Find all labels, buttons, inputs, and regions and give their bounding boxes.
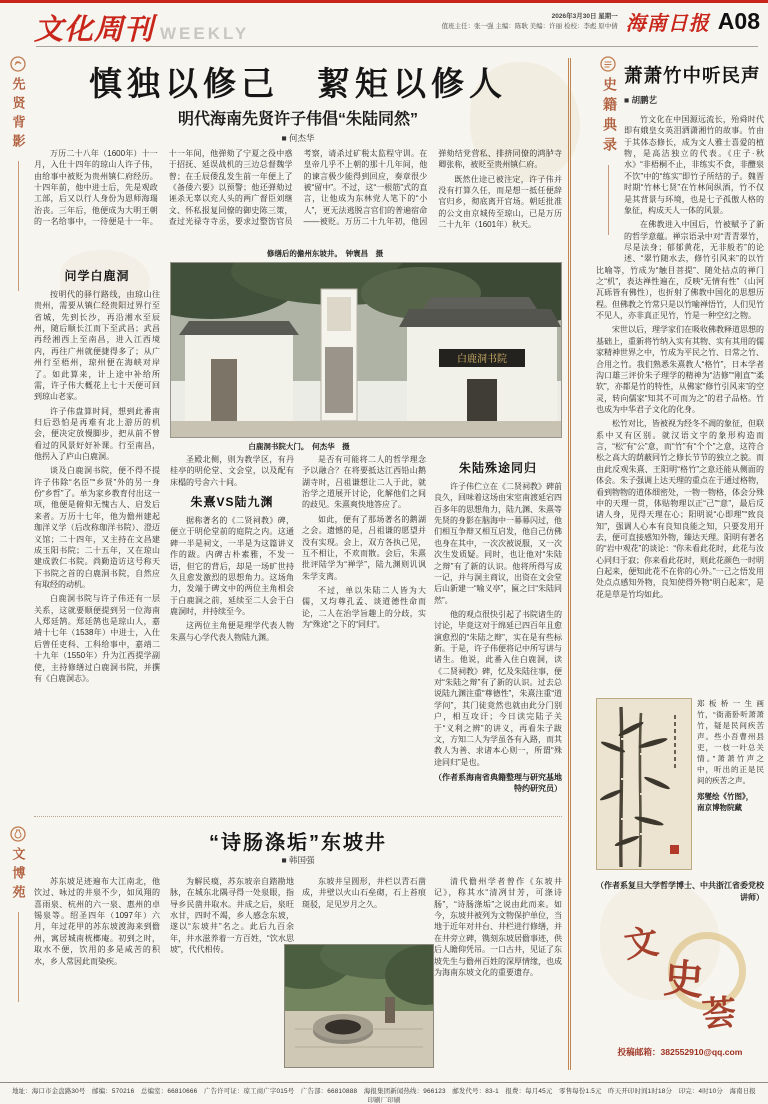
masthead-subtitle: WEEKLY <box>160 24 250 43</box>
section-rail-shiji-dianlu <box>596 56 620 256</box>
main-column-4 <box>434 454 562 818</box>
body-paragraph: 许子伟伫立在《二贤祠教》碑前良久，回味着这场由宋室南渡延宕四百多年的思想角力，陆九渊、朱熹等先贤的身影在脑海中一幕幕闪过，他们相互争辩又相互启发，他自己仿佛也身在其中，一次次被说服，又一次次生发质疑。同时，也让他对“朱陆之辩”有了新的认识。他将所得写成一记，并与洞主商议，出资在文会堂后山新建一“喻义亭”，匾之曰“朱陆同然”。 <box>434 482 562 605</box>
bottom-headline: “诗肠涤垢”东坡井 <box>209 832 387 854</box>
rail-rule <box>18 161 19 291</box>
body-paragraph: 是否有可能将二人的哲学理念予以融合？在将要抵达江西铅山鹅湖寺时，吕祖谦想让二人于此，就治学之道展开讨论，化解他们之间的歧见。朱熹爽快地答应了。 <box>302 455 426 510</box>
body-paragraph: 据称著名的《二贤祠教》碑，便立于明伦堂前的庭院之内。这通碑一半是祠文，一半是为这篇讲义作的跋。内碑古朴素雅，不发一语，但它的背后，却是一场旷世持久且愈发激烈的思想角力。这场角力，发端于碑文中的两位主角相会于白鹿洞之前，延续至二人会于白鹿洞时，并持续至今。 <box>170 516 294 616</box>
bottom-column-4 <box>434 876 562 1074</box>
top-red-rule <box>0 0 768 3</box>
bottom-byline: ■ 韩国强 <box>281 855 315 865</box>
vertical-divider <box>568 58 571 1070</box>
body-paragraph: 许子伟盘算时间，想到此番南归后恐怕是再难有北上游历的机会，便决定放慢脚步，把从前不曾看过的风景好好补课。行至南昌，他拐入了庐山白鹿洞。 <box>34 406 160 462</box>
body-paragraph: 松竹对比，皆被视为经冬不凋的象征，但联系中又有区别。就汉语文字的象形构造而言，“松”有“公”意，而“竹”有“个个”之意，这符合松之高大的荫蔽同竹之修长节节的独立之貌。而由此反观朱熹、王阳明“格竹”之意还能从侧面的体会。朱子强调上达天理的重点在于通过格物，看到物物的道体细密处，一物一物格，体会分殊中的天理一贯，体贴物理以正“己”“意”，最后反诸人身，见得天理在心；阳明说“心即理”“致良知”，强调人心本有良知良能之知，只要发用开去，便可直接感知外物，臻达天理。阳明有著名的“岩中观花”的谈论：“你未看此花时，此花与汝心同归于寂；你来看此花时，则此花颜色一时明白起来，便知此花不在你的心外。”一己之悟发用处点点感知外物，良知使得外物“明白起来”，是花是草是竹均如此。 <box>596 419 764 599</box>
body-paragraph: 如此，便有了那场著名的鹅湖之会。遗憾的是，吕祖谦的愿望并没有实现。会上，双方各执己见，互不相让，不欢而散。会后，朱熹批评陆学为“禅学”，陆九渊则讥讽朱学支离。 <box>302 514 426 581</box>
sidebar-headline: 萧萧竹中听民声 <box>624 65 761 86</box>
header-rule <box>36 46 758 47</box>
body-paragraph: 不过，单以朱陆二人皆为大儒，又均尊孔孟、谈道德性命而论，二人在治学旨趣上的分歧，实为“殊途”之下的“同归”。 <box>302 585 426 630</box>
vase-icon <box>10 826 26 842</box>
emblem-char: 史 <box>662 955 706 1004</box>
bottom-column-2 <box>170 876 294 1074</box>
article-divider-rule <box>34 816 562 817</box>
staff-line: 值班主任：张一强 主编：陈耿 美编：许丽 检校：李彪 原中倩 <box>441 22 618 30</box>
submission-email: 投稿邮箱：382552910@qq.com <box>617 1047 743 1057</box>
section-rail-wenboyuan <box>6 826 30 1002</box>
main-subtitle: 明代海南先贤许子伟倡“朱陆同然” <box>177 111 418 128</box>
body-paragraph: 圣殿北侧，则为教学区，有丹桂亭的明伦堂、文会堂，以及配有床榻的号舍六十间。 <box>170 455 294 487</box>
intro-paragraph: 万历二十八年（1600年）十一月，入仕十四年的琼山人许子伟，由给事中被贬为贵州镇仁府经历。十四年前，他中进士后，先是观政工部，后又以行人身份为恩师海瑞治丧。三年后，他便成为大明王朝的一名给事中，一待便是十一年。十一年间，他弹劾了宁夏之役中惑于招抚、延误战机的三边总督魏学曾；在壬辰倭乱发生前一年便上了《备倭六要》以预警；他还弹劾过诬杀无辜以充人头的两广督臣刘继文、怀私报复同僚的御史陈三策，查过光禄寺寺丞，要求过整饬官员考察，请杀过矿税太监程守训。在皇帝几乎不上朝的那十几年间，他的谏言极少能得到回应，奏章很少被“留中”。不过，这“一根筋”式的直言，让他成为东林党人笔下的“小人”，更无法逃脱言官们的普遍宿命——被贬。万历二十九年初，他因弹劾结党营私、排挤同僚的鸿胪寺卿张称，被贬至贵州镇仁府。 <box>34 149 562 227</box>
body-paragraph: 在佛教进入中国后，竹被赋予了新的哲学意蕴。禅宗语录中对“青青翠竹，尽是法身；郁郁黄花，无非般若”的论述、“翠竹随水去，修竹引风来”的以竹比喻等，竹成为“触目菩提”、随处拈点的禅门之“机”，表达禅性遍在，反映“无情有性”（山河瓦砾皆有佛性），也折射了佛教中国化的思想历程。但佛教之竹常只是以竹喻禅悟竹，人们见竹不见人，亦非真正见竹，竹是一种空幻之物。 <box>596 220 764 321</box>
bottom-column-1 <box>34 876 160 1074</box>
sidebar-byline: ■ 胡鹏艺 <box>624 95 657 105</box>
footer-info: 地址：海口市金盘路30号 邮编：570216 总编室：66810666 广告许可证：琼工商广字015号 广告部：66810888 海报集团新闻热线：966123 邮发代号：83-1 报费：每月45元 零售每份1.5元 昨天开印时间1时18分 印完：4时10分 海南日报印刷厂印刷 <box>12 1088 756 1104</box>
body-paragraph: 竹文化在中国源远流长，殆舜时代即有娥皇女英泪洒潇湘竹的故事。竹由于其体态修长，成为文人雅士喜爱的植物，是高洁独立的代表。《庄子·秋水》“非梧桐不止，非练实不食，非醴泉不饮”中的“练实”即竹子所结的子。魏晋时期“竹林七贤”在竹林间纵酒，竹不仅是其背景与环境，也是七子孤傲人格的象征，构成天人一体的风景。 <box>624 115 764 215</box>
section-rail-xianxian <box>6 56 30 291</box>
main-byline: ■ 何杰华 <box>281 133 315 143</box>
rail-rule <box>608 165 609 235</box>
page-number: A08 <box>717 8 760 34</box>
bottom-article <box>34 822 562 1074</box>
body-paragraph: 为解民瘼，苏东坡亲自踏勘地脉，在城东北隅寻得一处泉眼，指导乡民凿井取水。井成之后，泉旺水甘，四时不竭，乡人感念东坡，遂以“东坡井”名之。此后九百余年，井水滋养着一方百姓，“饮水思坡”，代代相传。 <box>170 877 294 955</box>
painting-row <box>596 698 764 874</box>
body-paragraph-narrow: 郑板桥一生画竹，“衙斋卧听萧萧竹，疑是民间疾苦声。些小吾曹州县吏，一枝一叶总关情。”萧萧竹声之中，听出的正是民间的疾苦之声。 <box>697 699 764 785</box>
photo2-caption: 修缮后的儋州东坡井。 钟寰昌 摄 <box>266 249 384 258</box>
body-paragraph: 东坡井呈圆形，井栏以青石凿成，井壁以火山石垒砌，石上苔痕斑驳，足见岁月之久。 <box>302 877 426 909</box>
body-paragraph: 苏东坡足迹遍布大江南北，他饮过、咏过的井泉不少，如凤翔的喜雨泉、杭州的六一泉、惠州的卓锡泉等。绍圣四年（1097年）六月，年过花甲的苏东坡渡海来到儋州，寓居城南桄榔庵。初到之时，取水不便，饮用的多是咸苦的积水，乡人常因此而染疾。 <box>34 877 160 966</box>
bottom-column-3 <box>302 876 426 938</box>
body-paragraph: 这两位主角便是理学代表人物朱熹与心学代表人物陆九渊。 <box>170 621 294 642</box>
section-label-shiji-dianlu: 史籍典录 <box>601 77 616 157</box>
subhead-zhuxi-vs-lujiuyuan: 朱熹VS陆九渊 <box>190 495 274 510</box>
subhead-zhulu-shutu-tonggui: 朱陆殊途同归 <box>458 461 537 475</box>
main-column-2 <box>170 454 294 818</box>
svg-text:白鹿洞书院: 白鹿洞书院 <box>457 354 507 365</box>
lantern-icon <box>10 56 26 72</box>
main-column-3 <box>302 454 426 818</box>
intro-paragraph: 既然仕途已被注定，许子伟并没有打算久任，而是想一抵任便辞官归乡，彻底离开官场。朝廷批准的公文由京城传至琼山，已是万历二十九年（1601年）秋天。 <box>438 174 562 230</box>
body-paragraph: 他的观点很快引起了书院诸生的讨论，毕竟这对于绵延已四百年且愈演愈烈的“朱陆之辩”，实在是有些标新。于是，许子伟便将记中所写讲与诸生。他说，此番入住白鹿洞，读《二贤祠教》碑，忆及朱陆往事，便对“朱陆之辩”有了新的认识。过去总说陆九渊注重“尊德性”，朱熹注重“道学问”，其门徒竟然也就由此分门别户，相互攻讦；今日读完陆子关于“义利之辨”的讲义，再看朱子跋文，方知二人为学虽各有入路，而其教人为善、求诸本心则一，所谓“殊途同归”是也。 <box>434 609 562 767</box>
emblem-char: 文 <box>622 923 661 966</box>
section-label-wenboyuan: 文博苑 <box>10 847 26 904</box>
sidebar-article <box>596 56 764 1057</box>
masthead-title: 文化周刊 <box>34 14 155 46</box>
body-paragraph: 白鹿洞书院与许子伟还有一层关系，这就要顺便提到另一位海南人郑廷鹄。郑廷鹄也是琼山人，嘉靖十七年（1538年）中进士，入仕后曾任吏科、工科给事中，嘉靖二十九年（1550年）升为江西提学副使，主持修缮过白鹿洞书院，并撰有《白鹿洞志》。 <box>34 594 160 683</box>
main-column-1 <box>34 262 160 818</box>
issue-date: 2026年3月30日 星期一 <box>551 12 618 20</box>
body-paragraph: 谈及白鹿洞书院，便不得不提许子伟除“名臣”“乡贤”外的另一身份“乡哲”了。单为家乡教育付出这一项，他便是俯仰无愧古人、启发后来者。万历十七年，他为儋州建起珈洋义学（后改称珈洋书院）、澄迈义馆；二十四年，又主持在文昌建成玉阳书院；二十五年，又在琼山建成敦仁书院。尚勤造访这号称天下书院之首的白鹿洞书院，自然应有取经的动机。 <box>34 466 160 589</box>
sidebar-author-note: （作者系复旦大学哲学博士、中共浙江省委党校讲师） <box>596 881 764 902</box>
bamboo-painting <box>596 698 692 870</box>
wenshihui-emblem <box>606 914 756 1036</box>
masthead <box>34 7 249 48</box>
paper-logo: 海南日报 <box>625 13 710 35</box>
sidebar-text-block <box>596 56 764 696</box>
academy-gate-photo <box>170 262 562 438</box>
emblem-char: 荟 <box>701 994 738 1035</box>
section-label-xianxian-beiying: 先贤背影 <box>10 77 26 153</box>
rail-rule <box>18 912 19 1002</box>
body-paragraph: 按明代的驿行路线，由琼山往贵州，需要从镇仁经贵阳过界行至省城，先到长沙，再沿湘水至辰州，随后顺长江而下至武昌；武昌再经湘西上至南昌，进入江西境内，再往广州就便捷得多了；从广州行至梧州，琼州便在海峡对岸了。如此算来，计上途中补给所需，许子伟大概花上七十天便可回到琼山老家。 <box>34 290 160 402</box>
footer-rule <box>0 1082 768 1083</box>
body-paragraph: 清代儋州学者曾作《东坡井记》，称其水“清冽甘芳，可涤诗肠”，“诗肠涤垢”之说由此而来。如今，东坡井被列为文物保护单位，当地于近年对井台、井栏进行修缮，并在井旁立碑，镌刻东坡居儋事迹，供后人瞻仰凭吊。一口古井，见证了东坡先生与儋州百姓的深厚情缘，也成为海南东坡文化的重要遗存。 <box>434 877 562 977</box>
main-intro-columns <box>34 148 562 260</box>
page-header <box>34 7 760 46</box>
painting-caption-line2: 南京博物院藏 <box>697 803 742 813</box>
scroll-icon <box>600 56 616 72</box>
body-paragraph: 宋世以后，理学家们在吸收佛教释道思想的基础上，重新将竹纳入实有其物、实有其用的儒家精神世界之中，竹成为平民之竹、日常之竹、合用之竹。我们熟悉朱熹教人“格竹”，日本学者沟口雄三评价朱子理学的精神为“洁修”“刚直”“柔软”，亦都是竹的特性，从佛家“修竹引风来”的空灵，转向儒家“知其不可而为之”的君子品格。竹也成为中华君子文化的化身。 <box>596 325 764 414</box>
dongpo-well-photo <box>284 944 434 1068</box>
photo1-caption: 白鹿洞书院大门。 何杰华 摄 <box>248 442 350 451</box>
subhead-wenxue-bailudong: 问学白鹿洞 <box>64 269 130 283</box>
main-author-note: （作者系海南省典籍整理与研究基地特约研究员） <box>434 772 562 793</box>
painting-caption-line1: 郑燮绘《竹图》， <box>697 792 754 801</box>
issue-meta <box>442 12 618 32</box>
main-headline: 慎独以修己 絜矩以修人 <box>89 65 507 102</box>
